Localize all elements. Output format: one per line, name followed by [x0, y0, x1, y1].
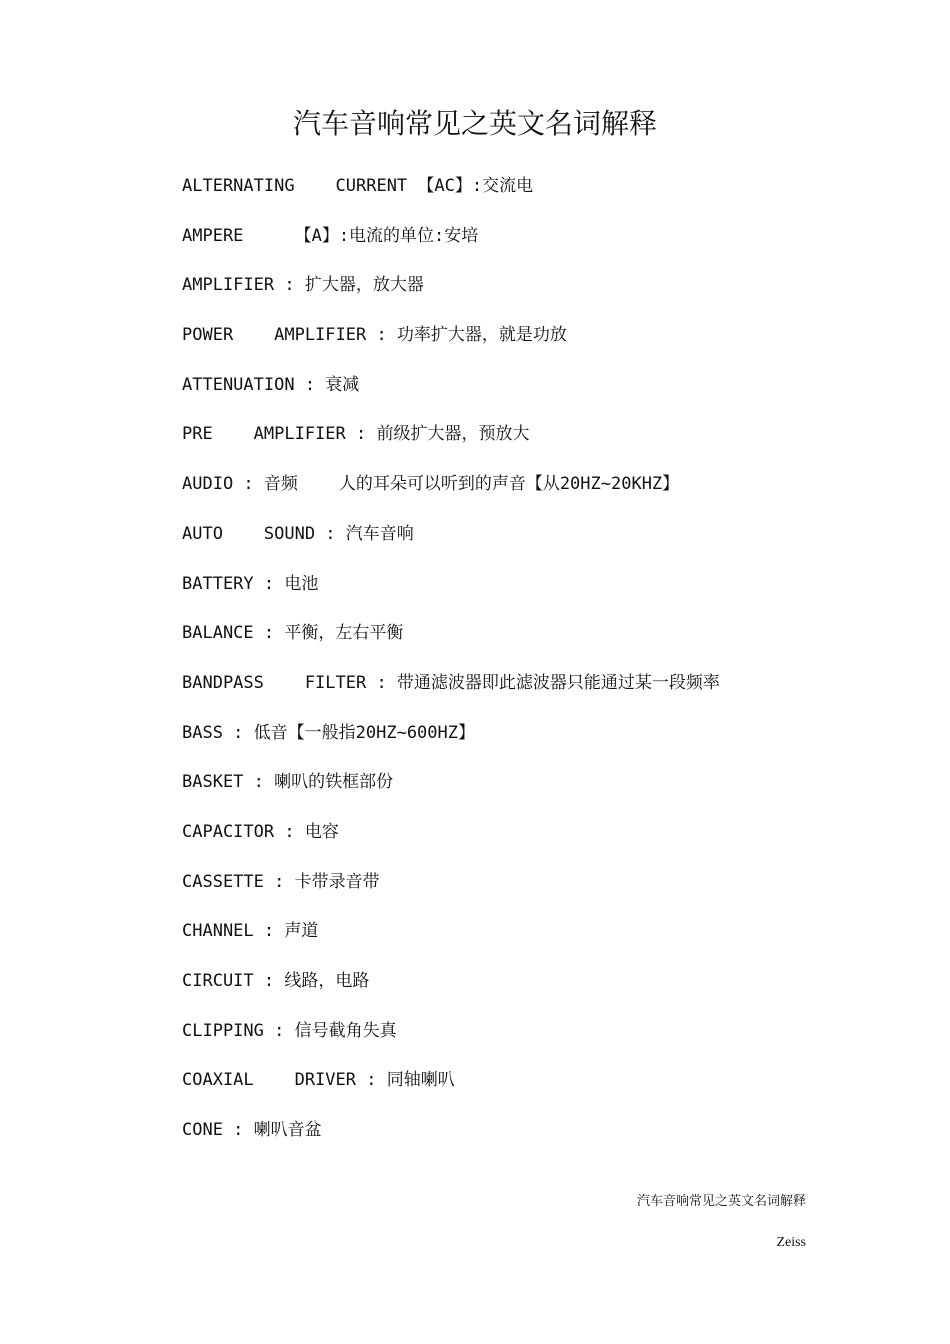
footer-author: Zeiss: [776, 1235, 806, 1250]
glossary-entry: AUTO SOUND : 汽车音响: [182, 523, 414, 544]
glossary-entry: AMPERE 【A】:电流的单位:安培: [182, 225, 479, 246]
glossary-list: [182, 174, 922, 1168]
glossary-entry: AUDIO : 音频 人的耳朵可以听到的声音【从20HZ~20KHZ】: [182, 474, 680, 495]
glossary-entry: BALANCE : 平衡，左右平衡: [182, 623, 404, 644]
glossary-entry: CONE : 喇叭音盆: [182, 1120, 322, 1141]
glossary-entry: BATTERY : 电池: [182, 573, 319, 594]
glossary-entry: POWER AMPLIFIER : 功率扩大器，就是功放: [182, 325, 567, 346]
glossary-entry: BASKET : 喇叭的铁框部份: [182, 772, 394, 793]
glossary-entry: CIRCUIT : 线路，电路: [182, 971, 370, 991]
glossary-entry: CHANNEL : 声道: [182, 921, 319, 942]
glossary-entry: COAXIAL DRIVER : 同轴喇叭: [182, 1070, 455, 1091]
glossary-entry: ATTENUATION : 衰减: [182, 374, 360, 395]
glossary-entry: CASSETTE : 卡带录音带: [182, 871, 380, 892]
page-title: 汽车音响常见之英文名词解释: [292, 107, 657, 140]
footer-title: 汽车音响常见之英文名词解释: [636, 1194, 806, 1209]
glossary-entry: BASS : 低音【一般指20HZ~600HZ】: [182, 722, 475, 743]
glossary-entry: BANDPASS FILTER : 带通滤波器即此滤波器只能通过某一段频率: [182, 672, 720, 693]
glossary-entry: PRE AMPLIFIER : 前级扩大器，预放大: [182, 424, 530, 445]
glossary-entry: CAPACITOR : 电容: [182, 821, 339, 842]
glossary-entry: ALTERNATING CURRENT 【AC】:交流电: [182, 176, 534, 196]
glossary-entry: CLIPPING : 信号截角失真: [182, 1020, 397, 1041]
glossary-entry: AMPLIFIER : 扩大器，放大器: [182, 275, 424, 296]
